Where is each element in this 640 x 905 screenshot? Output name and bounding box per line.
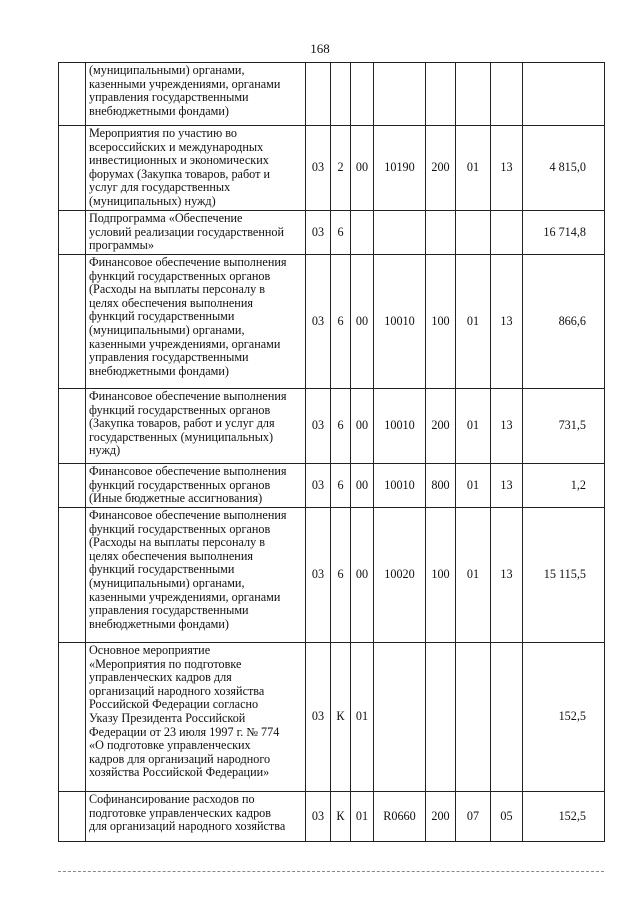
program-code-cell: 03: [306, 126, 331, 211]
subsection-cell: 13: [491, 464, 523, 508]
item-name-cell: Мероприятия по участию во всероссийских и международных инвестиционных и экономических форумах (Закупка товаров, работ и услуг для государственных (муниципальных) нужд): [86, 126, 306, 211]
expense-type-cell: 100: [426, 255, 456, 389]
page-bottom-rule: [58, 871, 604, 872]
direction-code-cell: [374, 643, 426, 792]
page-number: 168: [310, 41, 330, 56]
subsection-cell: 13: [491, 508, 523, 643]
table-row: [59, 211, 605, 255]
row-blank-cell: [59, 508, 86, 643]
amount-cell: 1,2: [523, 464, 605, 508]
section-cell: 01: [456, 126, 491, 211]
expense-type-cell: 100: [426, 508, 456, 643]
subprogram-code-cell: К: [331, 643, 351, 792]
main-event-code-cell: 00: [351, 255, 374, 389]
subprogram-code-cell: К: [331, 792, 351, 842]
item-name-cell: Софинансирование расходов по подготовке управленческих кадров для организаций народного хозяйства: [86, 792, 306, 842]
main-event-code-cell: 00: [351, 126, 374, 211]
table-row: [59, 63, 605, 126]
main-event-code-cell: 00: [351, 508, 374, 643]
table-row: [59, 508, 605, 643]
main-event-code-cell: [351, 63, 374, 126]
section-cell: 01: [456, 464, 491, 508]
item-name-cell: (муниципальными) органами, казенными учреждениями, органами управления государственными внебюджетными фондами): [86, 63, 306, 126]
row-blank-cell: [59, 792, 86, 842]
subsection-cell: 13: [491, 389, 523, 464]
budget-table: [58, 62, 605, 842]
expense-type-cell: 200: [426, 126, 456, 211]
direction-code-cell: [374, 63, 426, 126]
direction-code-cell: R0660: [374, 792, 426, 842]
subprogram-code-cell: [331, 63, 351, 126]
section-cell: 01: [456, 255, 491, 389]
section-cell: 07: [456, 792, 491, 842]
subsection-cell: [491, 211, 523, 255]
subsection-cell: [491, 63, 523, 126]
amount-cell: 731,5: [523, 389, 605, 464]
direction-code-cell: 10190: [374, 126, 426, 211]
direction-code-cell: 10010: [374, 389, 426, 464]
subprogram-code-cell: 6: [331, 389, 351, 464]
table-row: [59, 389, 605, 464]
item-name-cell: Подпрограмма «Обеспечение условий реализации государственной программы»: [86, 211, 306, 255]
row-blank-cell: [59, 389, 86, 464]
main-event-code-cell: 01: [351, 792, 374, 842]
expense-type-cell: 200: [426, 792, 456, 842]
section-cell: [456, 643, 491, 792]
table-row: [59, 464, 605, 508]
section-cell: [456, 211, 491, 255]
expense-type-cell: [426, 211, 456, 255]
expense-type-cell: [426, 63, 456, 126]
item-name-cell: Финансовое обеспечение выполнения функций государственных органов (Иные бюджетные ассигнования): [86, 464, 306, 508]
row-blank-cell: [59, 126, 86, 211]
table-body: [59, 63, 605, 842]
section-cell: 01: [456, 389, 491, 464]
program-code-cell: 03: [306, 255, 331, 389]
amount-cell: 15 115,5: [523, 508, 605, 643]
program-code-cell: 03: [306, 464, 331, 508]
table-row: [59, 255, 605, 389]
subprogram-code-cell: 2: [331, 126, 351, 211]
item-name-cell: Финансовое обеспечение выполнения функций государственных органов (Закупка товаров, работ и услуг для государственных (муниципальных) нужд): [86, 389, 306, 464]
table-row: [59, 126, 605, 211]
table-row: [59, 792, 605, 842]
subsection-cell: 13: [491, 255, 523, 389]
amount-cell: 4 815,0: [523, 126, 605, 211]
section-cell: [456, 63, 491, 126]
direction-code-cell: [374, 211, 426, 255]
amount-cell: [523, 63, 605, 126]
subprogram-code-cell: 6: [331, 255, 351, 389]
subprogram-code-cell: 6: [331, 211, 351, 255]
direction-code-cell: 10010: [374, 464, 426, 508]
item-name-cell: Финансовое обеспечение выполнения функций государственных органов (Расходы на выплаты персоналу в целях обеспечения выполнения функций государственными (муниципальными) органами, казенными учреждениями, органами управления государственными внебюджетными фондами): [86, 255, 306, 389]
section-cell: 01: [456, 508, 491, 643]
main-event-code-cell: 01: [351, 643, 374, 792]
subprogram-code-cell: 6: [331, 508, 351, 643]
program-code-cell: 03: [306, 643, 331, 792]
row-blank-cell: [59, 464, 86, 508]
row-blank-cell: [59, 255, 86, 389]
main-event-code-cell: [351, 211, 374, 255]
expense-type-cell: [426, 643, 456, 792]
main-event-code-cell: 00: [351, 464, 374, 508]
direction-code-cell: 10010: [374, 255, 426, 389]
item-name-cell: Основное мероприятие «Мероприятия по подготовке управленческих кадров для организаций народного хозяйства Российской Федерации согласно Указу Президента Российской Федерации от 23 июля 1997 г. № 774 «О подготовке управленческих кадров для организаций народного хозяйства Российской Федерации»: [86, 643, 306, 792]
program-code-cell: [306, 63, 331, 126]
row-blank-cell: [59, 63, 86, 126]
program-code-cell: 03: [306, 211, 331, 255]
amount-cell: 866,6: [523, 255, 605, 389]
item-name-cell: Финансовое обеспечение выполнения функций государственных органов (Расходы на выплаты персоналу в целях обеспечения выполнения функций государственными (муниципальными) органами, казенными учреждениями, органами управления государственными внебюджетными фондами): [86, 508, 306, 643]
expense-type-cell: 800: [426, 464, 456, 508]
program-code-cell: 03: [306, 792, 331, 842]
main-event-code-cell: 00: [351, 389, 374, 464]
subsection-cell: 13: [491, 126, 523, 211]
expense-type-cell: 200: [426, 389, 456, 464]
subsection-cell: 05: [491, 792, 523, 842]
program-code-cell: 03: [306, 508, 331, 643]
program-code-cell: 03: [306, 389, 331, 464]
direction-code-cell: 10020: [374, 508, 426, 643]
row-blank-cell: [59, 211, 86, 255]
amount-cell: 16 714,8: [523, 211, 605, 255]
subprogram-code-cell: 6: [331, 464, 351, 508]
amount-cell: 152,5: [523, 792, 605, 842]
subsection-cell: [491, 643, 523, 792]
row-blank-cell: [59, 643, 86, 792]
table-row: [59, 643, 605, 792]
amount-cell: 152,5: [523, 643, 605, 792]
